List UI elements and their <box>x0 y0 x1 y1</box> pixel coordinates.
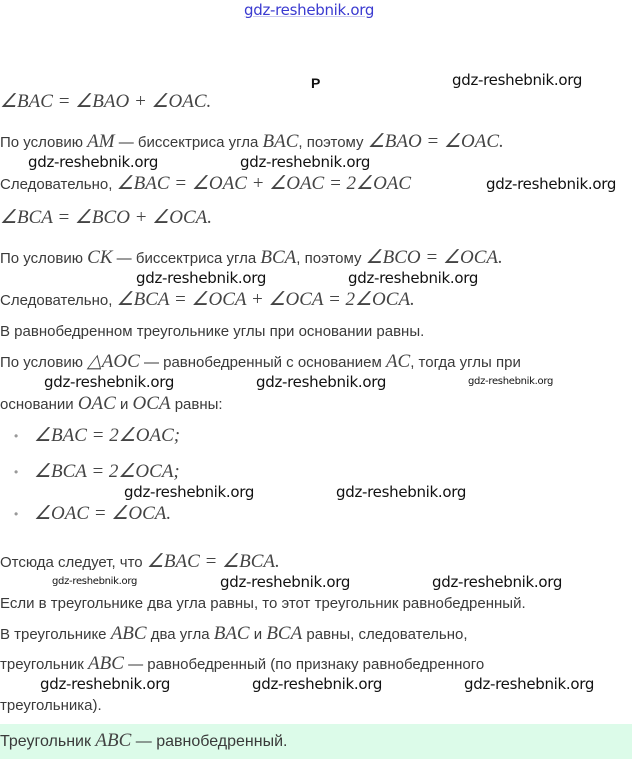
text-run: равны, следовательно, <box>302 626 468 643</box>
watermark-text: gdz-reshebnik.org <box>52 576 138 587</box>
text-run: — равнобедренный. <box>131 733 288 750</box>
text-line <box>0 92 211 113</box>
watermark-text: gdz-reshebnik.org <box>464 675 595 693</box>
text-line <box>0 594 526 614</box>
math-expression: ∠BAO = ∠OAC. <box>367 131 504 152</box>
math-expression: OCA <box>132 393 171 414</box>
bullet-icon: • <box>14 429 19 443</box>
watermark-text: gdz-reshebnik.org <box>220 573 351 591</box>
text-line <box>0 208 212 229</box>
watermark-text: gdz-reshebnik.org <box>252 675 383 693</box>
text-run: треугольник <box>0 656 89 673</box>
text-line <box>0 290 415 311</box>
math-expression: BAC <box>262 131 299 152</box>
watermark-text: gdz-reshebnik.org <box>468 376 554 387</box>
watermark-text: gdz-reshebnik.org <box>452 71 583 89</box>
math-expression: ∠BCO = ∠OCA. <box>365 247 503 268</box>
watermark-link[interactable]: gdz-reshebnik.org <box>244 1 375 19</box>
text-line <box>0 654 484 675</box>
text-run: и <box>115 396 133 413</box>
text-run: , тогда углы при <box>410 354 521 371</box>
text-run: По условию <box>0 354 88 371</box>
text-run: , поэтому <box>296 250 366 267</box>
watermark-text: gdz-reshebnik.org <box>136 269 267 287</box>
text-line <box>0 624 468 645</box>
text-line <box>0 696 102 716</box>
text-run: Следовательно, <box>0 176 117 193</box>
list-item <box>14 503 172 525</box>
math-expression: ∠BCA = ∠OCA + ∠OCA = 2∠OCA. <box>116 289 415 310</box>
watermark-text: gdz-reshebnik.org <box>44 373 175 391</box>
text-line <box>0 322 424 342</box>
text-run: По условию <box>0 134 88 151</box>
list-item <box>14 461 180 483</box>
text-run: и <box>249 626 267 643</box>
text-run: , поэтому <box>298 134 368 151</box>
math-expression: ABC <box>110 623 147 644</box>
math-expression: CK <box>87 247 113 268</box>
text-run: В равнобедренном треугольнике углы при основании равны. <box>0 323 425 340</box>
text-run: — равнобедренный (по признаку равнобедренного <box>123 656 485 673</box>
watermark-text: gdz-reshebnik.org <box>40 675 171 693</box>
text-run: Следовательно, <box>0 292 117 309</box>
text-run: два угла <box>146 626 214 643</box>
text-run: Отсюда следует, что <box>0 554 147 571</box>
math-expression: ∠BAC = ∠BCA. <box>146 551 280 572</box>
text-run: В треугольнике <box>0 626 111 643</box>
text-line <box>0 174 411 195</box>
text-run: — биссектриса угла <box>114 134 263 151</box>
bullet-icon: • <box>14 507 19 521</box>
math-expression: AC <box>385 351 411 372</box>
math-expression: ABC <box>88 653 124 674</box>
watermark-text: gdz-reshebnik.org <box>256 373 387 391</box>
math-expression: ∠OAC = ∠OCA. <box>34 503 172 524</box>
math-expression: ∠BAC = ∠OAC + ∠OAC = 2∠OAC <box>116 173 412 194</box>
answer-box <box>0 724 632 759</box>
text-line <box>0 394 223 415</box>
math-expression: △AOC <box>87 351 140 372</box>
math-expression: ∠BAC = ∠BAO + ∠OAC. <box>0 91 212 112</box>
text-run: основании <box>0 396 78 413</box>
text-line <box>0 132 504 153</box>
math-expression: ∠BCA = 2∠OCA; <box>34 461 180 482</box>
math-expression: ABC <box>95 730 132 751</box>
text-run: равны: <box>170 396 223 413</box>
watermark-text: gdz-reshebnik.org <box>486 175 617 193</box>
watermark-text: gdz-reshebnik.org <box>432 573 563 591</box>
text-run: Если в треугольнике два угла равны, то этот треугольник равнобедренный. <box>0 595 526 612</box>
watermark-text: gdz-reshebnik.org <box>28 153 159 171</box>
text-run: — равнобедренный с основанием <box>139 354 386 371</box>
text-line <box>0 248 503 269</box>
text-run: Треугольник <box>0 733 96 750</box>
text-line <box>0 352 521 373</box>
watermark-text: gdz-reshebnik.org <box>336 483 467 501</box>
cropped-letter-fragment: Р <box>311 75 321 91</box>
math-expression: BCA <box>260 247 297 268</box>
bullet-icon: • <box>14 465 19 479</box>
watermark-text: gdz-reshebnik.org <box>124 483 255 501</box>
math-expression: ∠BAC = 2∠OAC; <box>34 425 181 446</box>
watermark-text: gdz-reshebnik.org <box>348 269 479 287</box>
watermark-text: gdz-reshebnik.org <box>240 153 371 171</box>
text-run: треугольника). <box>0 697 102 714</box>
math-expression: OAC <box>77 393 116 414</box>
text-run: По условию <box>0 250 88 267</box>
math-expression: ∠BCA = ∠BCO + ∠OCA. <box>0 207 213 228</box>
math-expression: AM <box>87 131 115 152</box>
answer-text <box>0 731 287 752</box>
text-line <box>0 552 280 573</box>
math-expression: BAC <box>213 623 250 644</box>
list-item <box>14 425 181 447</box>
text-run: — биссектриса угла <box>112 250 261 267</box>
math-expression: BCA <box>266 623 303 644</box>
